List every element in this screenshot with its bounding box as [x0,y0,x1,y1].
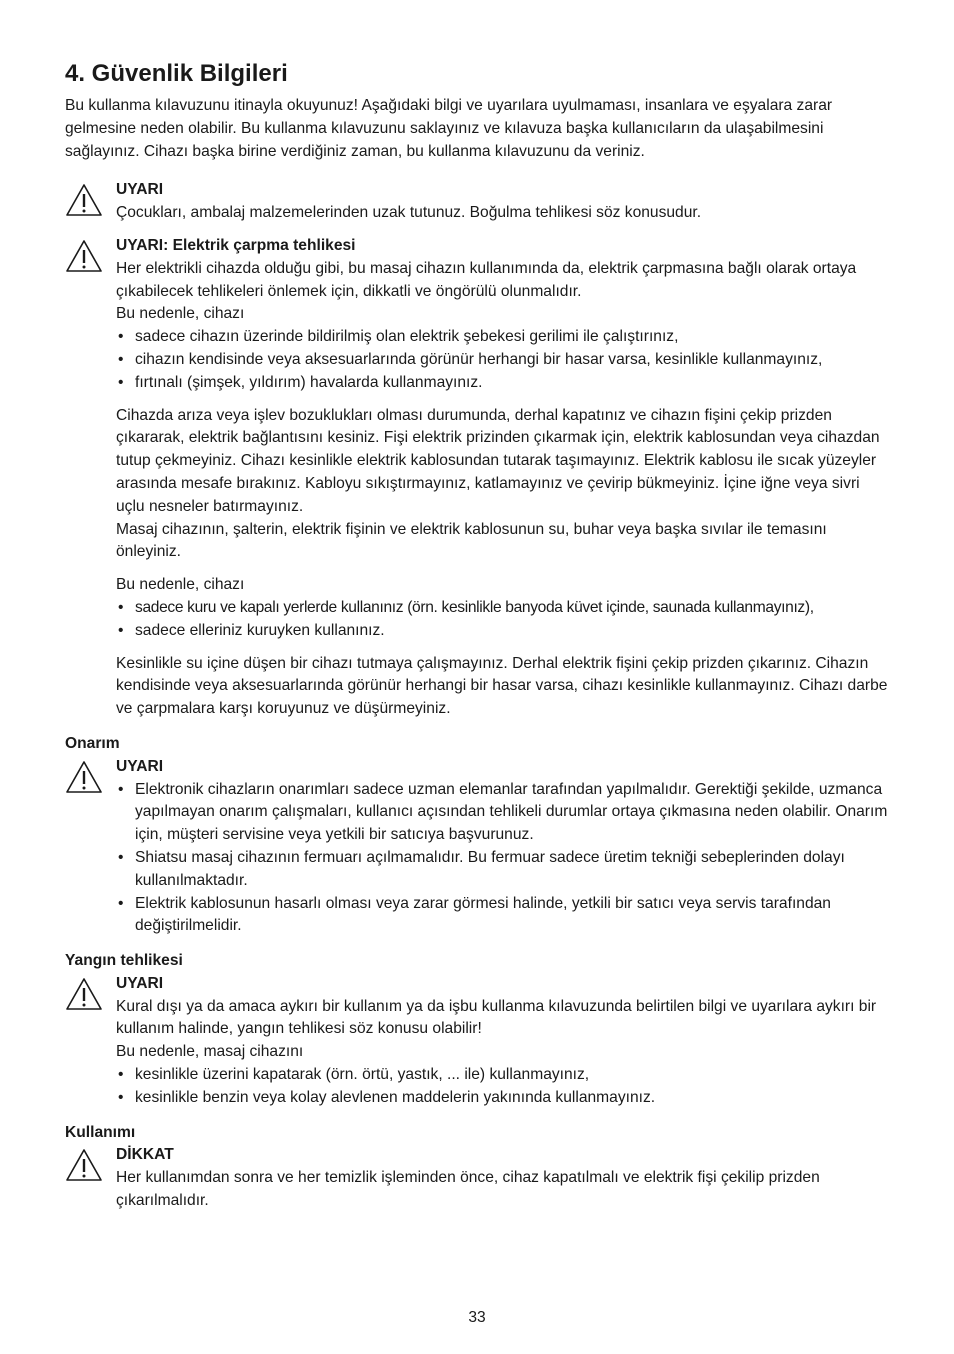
section-heading-yangin: Yangın tehlikesi [65,952,183,970]
paragraph: Cihazda arıza veya işlev bozuklukları olması durumunda, derhal kapatınız ve cihazın fişini çekip prizden çıkararak, elektrik bağlantısını kesiniz. Fişi elektrik prizinden çıkarmak için, elektrik kablosundan veya cihazdan tutup çekmeyiniz. Cihazı kesinlikle elektrik kablosundan tutarak taşımayınız. Elektrik kablosu ile sıcak yüzeyler arasında mesafe bırakınız. Kabloyu sıkıştırmayınız, katlamayınız ve çevirip bükmeyiniz. İçine iğne veya sivri uçlu nesneler batırmayınız. [116,406,880,515]
warning-title: DİKKAT [116,1146,174,1164]
list-item: • kesinlikle üzerini kapatarak (örn. örtü, yastık, ... ile) kullanmayınız, [116,1064,891,1087]
paragraph: Bu nedenle, cihazı [116,576,245,594]
warning-title: UYARI [116,181,164,199]
paragraph: Kural dışı ya da amaca aykırı bir kullanım ya da işbu kullanma kılavuzunda belirtilen bilgi ve uyarılara aykırı bir kullanım halinde, yangın tehlikesi söz konusu olabilir! [116,997,877,1038]
list-item: • sadece cihazın üzerinde bildirilmiş olan elektrik şebekesi gerilimi ile çalıştırınız, [116,326,891,349]
warning-text: Çocukları, ambalaj malzemelerinden uzak tutunuz. Boğulma tehlikesi söz konusudur. [116,204,702,222]
warning-triangle-icon [65,1144,116,1212]
list-item: • Elektrik kablosunun hasarlı olması veya zarar görmesi halinde, yetkili bir satıcı veya servis tarafından değiştirilmelidir. [116,893,891,939]
paragraph: Masaj cihazının, şalterin, elektrik fişinin ve elektrik kablosunun su, buhar veya başka sıvılar ile temasını önleyiniz. [116,520,827,561]
warning-block-electric [65,235,891,721]
warning-triangle-icon [65,973,116,1110]
page-content [65,58,891,1223]
page-title: 4. Güvenlik Bilgileri [65,60,288,87]
section-heading-onarim: Onarım [65,734,120,752]
page-number: 33 [468,1309,486,1326]
warning-block-onarim [65,756,891,938]
warning-triangle-icon [65,756,116,938]
warning-triangle-icon [65,235,116,721]
list-item: • Shiatsu masaj cihazının fermuarı açılmamalıdır. Bu fermuar sadece üretim tekniği sebeplerinden dolayı kullanılmaktadır. [116,847,891,893]
warning-title: UYARI [116,974,164,992]
section-heading-kullanimi: Kullanımı [65,1123,136,1141]
list-item: • fırtınalı (şimşek, yıldırım) havalarda kullanmayınız. [116,372,891,395]
paragraph: Bu nedenle, masaj cihazını [116,1043,304,1061]
list-item: • sadece elleriniz kuruyken kullanınız. [116,620,891,643]
warning-block-yangin [65,973,891,1110]
paragraph: Kesinlikle su içine düşen bir cihazı tutmaya çalışmayınız. Derhal elektrik fişini çekip prizden çıkarınız. Cihazın kendisinde veya aksesuarlarında görünür herhangi bir hasar varsa, cihazı kesinlikle kullanmayınız. Cihazı darbe ve çarpmalara karşı koruyunuz ve düşürmeyiniz. [116,654,888,718]
warning-block-kullanimi [65,1144,891,1212]
bullet-list [116,597,891,643]
warning-title: UYARI: Elektrik çarpma tehlikesi [116,236,356,254]
list-item: • cihazın kendisinde veya aksesuarlarında görünür herhangi bir hasar varsa, kesinlikle kullanmayınız, [116,349,891,372]
bullet-list [116,1064,891,1110]
list-item: • kesinlikle benzin veya kolay alevlenen maddelerin yakınında kullanmayınız. [116,1087,891,1110]
list-item: • sadece kuru ve kapalı yerlerde kullanınız (örn. kesinlikle banyoda küvet içinde, saunada kullanmayınız), [116,597,891,620]
list-item: • Elektronik cihazların onarımları sadece uzman elemanlar tarafından yapılmalıdır. Gerektiği şekilde, uzmanca yapılmayan onarım çalışmaları, kullanıcı açısından tehlikeli durumlar ortaya çıkmasına neden olabilir. Onarım için, müşteri servisine veya yetkili bir satıcıya başvurunuz. [116,779,891,847]
paragraph: Bu nedenle, cihazı [116,305,245,323]
warning-triangle-icon [65,179,116,225]
intro-paragraph: Bu kullanma kılavuzunu itinayla okuyunuz! Aşağıdaki bilgi ve uyarılara uyulmaması, insanlara ve eşyalara zarar gelmesine neden olabilir. Bu kullanma kılavuzunu saklayınız ve kılavuza başka kullanıcıların da ulaşabilmesini sağlayınız. Cihazı başka birine verdiğiniz zaman, bu kullanma kılavuzunu da veriniz. [65,97,833,160]
warning-title: UYARI [116,757,164,775]
warning-block-children [65,179,891,225]
bullet-list [116,779,891,939]
paragraph: Her elektrikli cihazda olduğu gibi, bu masaj cihazın kullanımında da, elektrik çarpmasına bağlı olarak ortaya çıkabilecek tehlikeleri önlemek için, dikkatli ve öngörülü olunmalıdır. [116,259,857,300]
bullet-list [116,326,891,394]
paragraph: Her kullanımdan sonra ve her temizlik işleminden önce, cihaz kapatılmalı ve elektrik fişi çekilip prizden çıkarılmalıdır. [116,1169,820,1210]
